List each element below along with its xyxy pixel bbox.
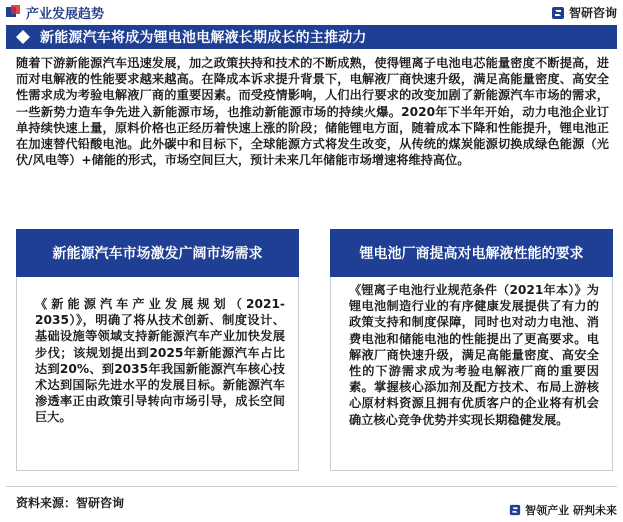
source-text: 资料来源：智研咨询: [16, 496, 125, 510]
brand-logo-icon: [551, 6, 565, 20]
intro-paragraph: 随着下游新能源汽车迅速发展，加之政策扶持和技术的不断成熟，使得锂离子电池电芯能量密度不断提高，进而对电解液的性能要求越来越高。在降成本诉求提升背景下，电解液厂商快速升级，满足高能量密度、高安全性需求成为考验电解液厂商的重要因素。而受疫情影响，人们出行要求的改变加剧了新能源汽车市场的需求，一些新势力造车争先进入新能源市场，也推动新能源市场的持续火爆。2020年下半年开始，动力电池企业订单持续快速上量，原料价格也正经历着快速上涨的阶段；储能锂电方面，随着成本下降和性能提升，锂电池正在加速替代铅酸电池。此外碳中和目标下，全球能源方式将发生改变，从传统的煤炭能源切换成绿色能源（光伏/风电等）+储能的形式，市场空间巨大，预计未来几年储能市场增速将维持高位。: [16, 56, 609, 168]
section-title: 产业发展趋势: [26, 7, 105, 22]
card-body: 《锂离子电池行业规范条件（2021年本）》为锂电池制造行业的有序健康发展提供了有力的政策支持和制度保障，同时也对动力电池、消费电池和储能电池的性能提出了更高要求。电解液厂商快速升级，满足高能量密度、高安全性的下游需求成为考验电解液厂商的重要因素。掌握核心添加剂及配方技术、布局上游核心原材料资源且拥有优质客户的企业将有机会确立核心竞争优势并实现长期稳健发展。: [349, 283, 599, 427]
top-header: [0, 0, 623, 24]
brand-logo-icon: [509, 504, 521, 516]
footer-logo: [509, 502, 617, 518]
card-title: 锂电池厂商提高对电解液性能的要求: [359, 246, 584, 262]
banner-title: 新能源汽车将成为锂电池电解液长期成长的主推动力: [40, 30, 367, 46]
card-title: 新能源汽车市场激发广阔市场需求: [52, 246, 263, 262]
card-battery-requirements: [330, 229, 613, 471]
footer-logo-text: 智领产业 研判未来: [525, 504, 617, 517]
card-header: [16, 229, 299, 277]
diamond-icon: [16, 30, 30, 44]
header-logo: [551, 4, 617, 21]
card-body: 《新能源汽车产业发展规划（2021-2035）》，明确了将从技术创新、制度设计、基础设施等领域支持新能源汽车产业加快发展步伐；该规划提出到2025年新能源汽车占比达到20%、到2035年我国新能源汽车核心技术达到国际先进水平的发展目标。新能源汽车渗透率正由政策引导转向市场引导，成长空间巨大。: [35, 297, 285, 425]
title-banner: [6, 25, 617, 49]
card-header: [330, 229, 613, 277]
card-ev-market: [16, 229, 299, 471]
footer-divider: [6, 486, 617, 487]
header-logo-text: 智研咨询: [568, 6, 617, 20]
section-marker-icon: [6, 5, 20, 19]
